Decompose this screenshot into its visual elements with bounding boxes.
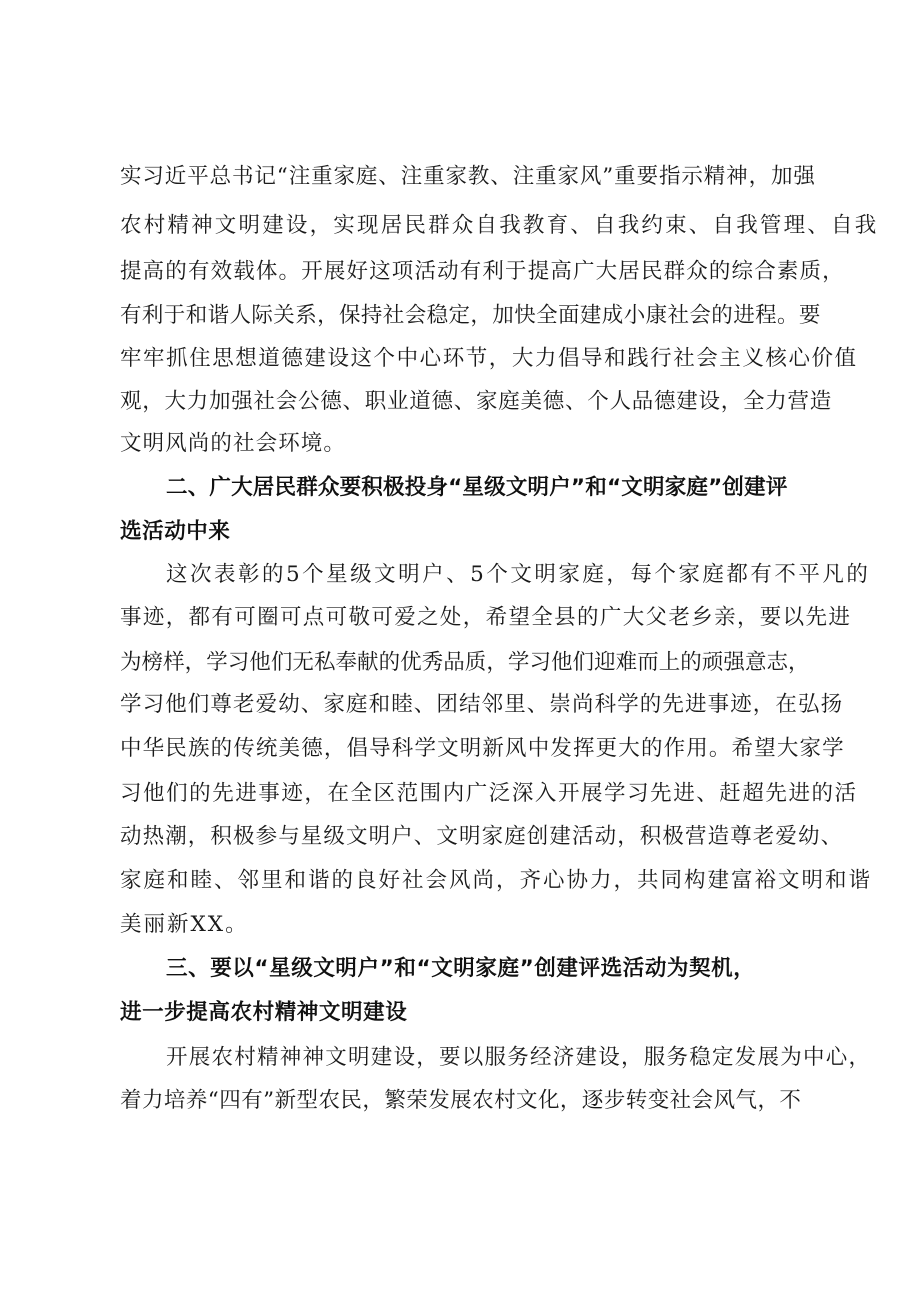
text-line: 这次表彰的5个星级文明户、5个文明家庭，每个家庭都有不平凡的 <box>166 562 871 587</box>
text-line: 事迹，都有可圈可点可敬可爱之处，希望全县的广大父老乡亲，要以先进 <box>120 605 852 630</box>
text-line: 家庭和睦、邻里和谐的良好社会风尚，齐心协力，共同构建富裕文明和谐 <box>120 868 873 893</box>
heading-line: 进一步提高农村精神文明建设 <box>120 1000 408 1025</box>
text-line: 提高的有效载体。开展好这项活动有利于提高广大居民群众的综合素质， <box>120 259 845 284</box>
heading-line: 二、广大居民群众要积极投身“星级文明户”和“文明家庭”创建评 <box>166 475 788 500</box>
text-line: 动热潮，积极参与星级文明户、文明家庭创建活动，积极营造尊老爱幼、 <box>120 824 844 849</box>
text-line: 习他们的先进事迹，在全区范围内广泛深入开展学习先进、赶超先进的活 <box>120 781 858 806</box>
heading-line: 三、要以“星级文明户”和“文明家庭”创建评选活动为契机， <box>166 956 756 981</box>
text-line: 着力培养“四有”新型农民，繁荣发展农村文化，逐步转变社会风气，不 <box>120 1088 802 1113</box>
text-line: 农村精神文明建设，实现居民群众自我教育、自我约束、自我管理、自我 <box>120 213 879 238</box>
text-line: 文明风尚的社会环境。 <box>120 431 347 456</box>
text-line: 美丽新XX。 <box>120 912 249 937</box>
text-line: 有利于和谐人际关系，保持社会稳定，加快全面建成小康社会的进程。要 <box>120 303 821 328</box>
heading-line: 选活动中来 <box>120 519 231 544</box>
text-line: 观，大力加强社会公德、职业道德、家庭美德、个人品德建设，全力营造 <box>120 389 833 414</box>
text-line: 学习他们尊老爱幼、家庭和睦、团结邻里、崇尚科学的先进事迹，在弘扬 <box>120 692 844 717</box>
text-line: 开展农村精神神文明建设，要以服务经济建设，服务稳定发展为中心， <box>166 1045 872 1070</box>
text-line: 为榜样，学习他们无私奉献的优秀品质，学习他们迎难而上的顽强意志， <box>120 650 810 675</box>
text-line: 中华民族的传统美德，倡导科学文明新风中发挥更大的作用。希望大家学 <box>120 736 845 761</box>
text-line: 牢牢抓住思想道德建设这个中心环节，大力倡导和践行社会主义核心价值 <box>120 346 858 371</box>
text-line: 实习近平总书记“注重家庭、注重家教、注重家风”重要指示精神，加强 <box>120 164 816 189</box>
